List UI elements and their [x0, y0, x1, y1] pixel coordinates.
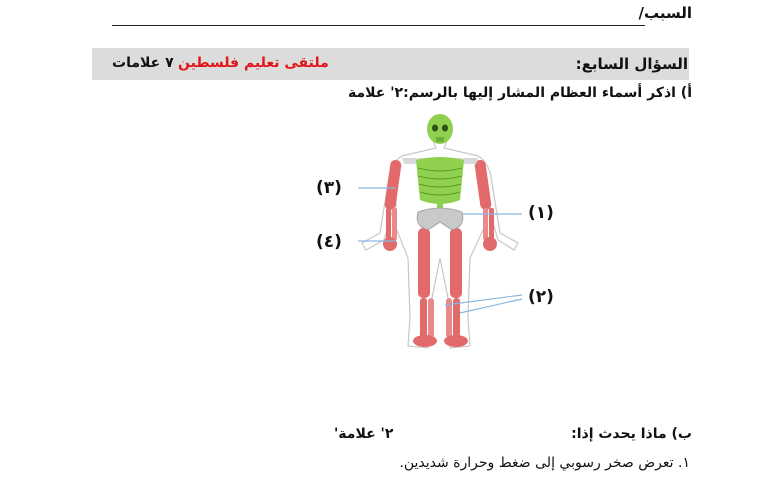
part-a-marks: ٢' علامة [348, 85, 404, 101]
total-marks: ٧ علامات [112, 55, 174, 71]
label-2: (٢) [528, 287, 554, 307]
reason-label: السبب/ [638, 4, 692, 22]
part-b-item-1: ١. تعرض صخر رسوبي إلى ضغط وحرارة شديدين. [399, 455, 690, 471]
part-b-prompt: ب) ماذا يحدث إذا: [571, 426, 692, 442]
label-3: (٣) [316, 178, 342, 198]
answer-line [112, 25, 645, 26]
legs [413, 228, 468, 347]
skeleton-diagram [300, 108, 530, 353]
body-outline [362, 118, 518, 348]
question-title: السؤال السابع: [575, 55, 688, 73]
rib-cage [416, 157, 464, 212]
label-4: (٤) [316, 232, 342, 252]
label-1: (١) [528, 203, 554, 223]
part-a-prompt: أ) اذكر أسماء العظام المشار إليها بالرسم: [403, 85, 692, 101]
part-b-marks: ٢' علامة' [334, 426, 394, 442]
site-name: ملتقى تعليم فلسطين [178, 55, 329, 71]
pelvis [417, 208, 463, 230]
skull [427, 114, 453, 144]
